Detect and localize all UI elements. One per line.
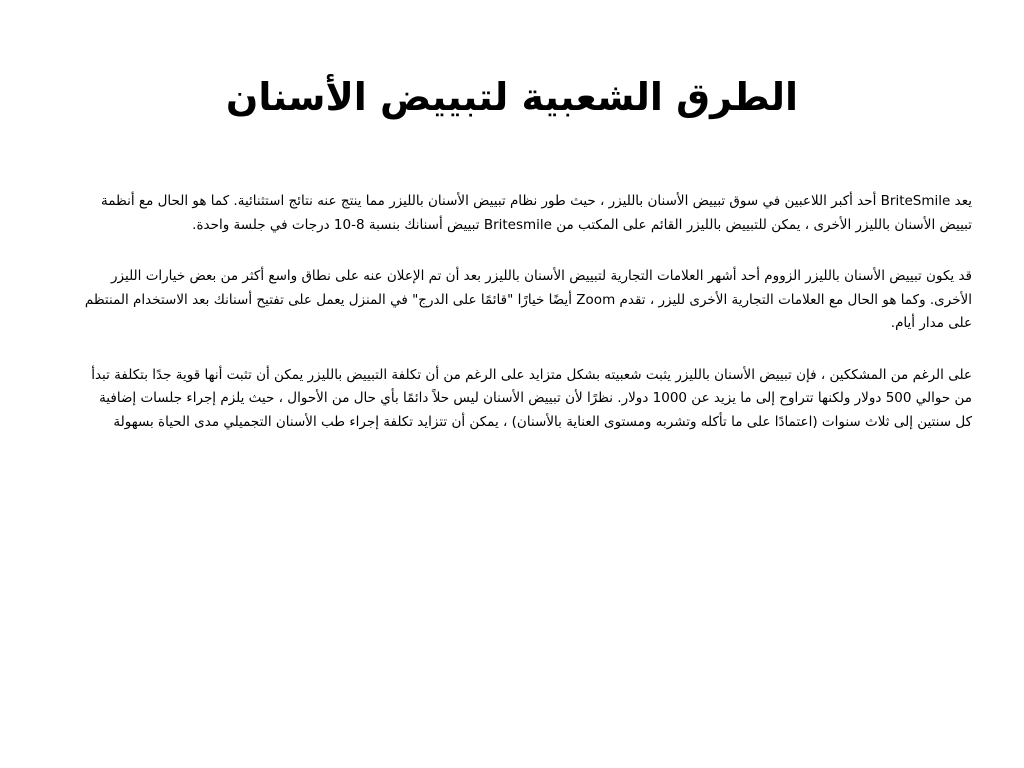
paragraph-britesmile: يعد BriteSmile أحد أكبر اللاعبين في سوق تبييض الأسنان بالليزر ، حيث طور نظام تبييض الأسنان بالليزر مما ينتج عنه نتائج استثنائية. كما هو الحال مع أنظمة تبييض الأسنان بالليزر الأخرى ، يمكن للتبييض بالليزر القائم على المكتب من Britesmile تبييض أسنانك بنسبة 8-10 درجات في جلسة واحدة. [101, 193, 972, 233]
paragraph-zoom: قد يكون تبييض الأسنان بالليزر الزووم أحد أشهر العلامات التجارية لتبييض الأسنان بالليزر بعد أن تم الإعلان عنه على نطاق واسع أكثر من بعض خيارات الليزر الأخرى. وكما هو الحال مع العلامات التجارية الأخرى لليزر ، تقدم Zoom أيضًا خيارًا "قائمًا على الدرج" في المنزل يعمل على تفتيح أسنانك بعد الاستخدام المنتظم على مدار أيام. [84, 268, 972, 331]
slide-body [80, 190, 972, 462]
paragraph-cost: على الرغم من المشككين ، فإن تبييض الأسنان بالليزر يثبت شعبيته بشكل متزايد على الرغم من أن تكلفة التبييض بالليزر يمكن أن تثبت أنها قوية جدًا بتكلفة تبدأ من حوالي 500 دولار ولكنها تتراوح إلى ما يزيد عن 1000 دولار. نظرًا لأن تبييض الأسنان ليس حلاً دائمًا بأي حال من الأحوال ، حيث يلزم إجراء جلسات إضافية كل سنتين إلى ثلاث سنوات (اعتمادًا على ما تأكله وتشربه ومستوى العناية بالأسنان) ، يمكن أن تتزايد تكلفة إجراء طب الأسنان التجميلي مدى الحياة بسهولة [91, 366, 972, 430]
slide-title: الطرق الشعبية لتبييض الأسنان [225, 75, 799, 119]
